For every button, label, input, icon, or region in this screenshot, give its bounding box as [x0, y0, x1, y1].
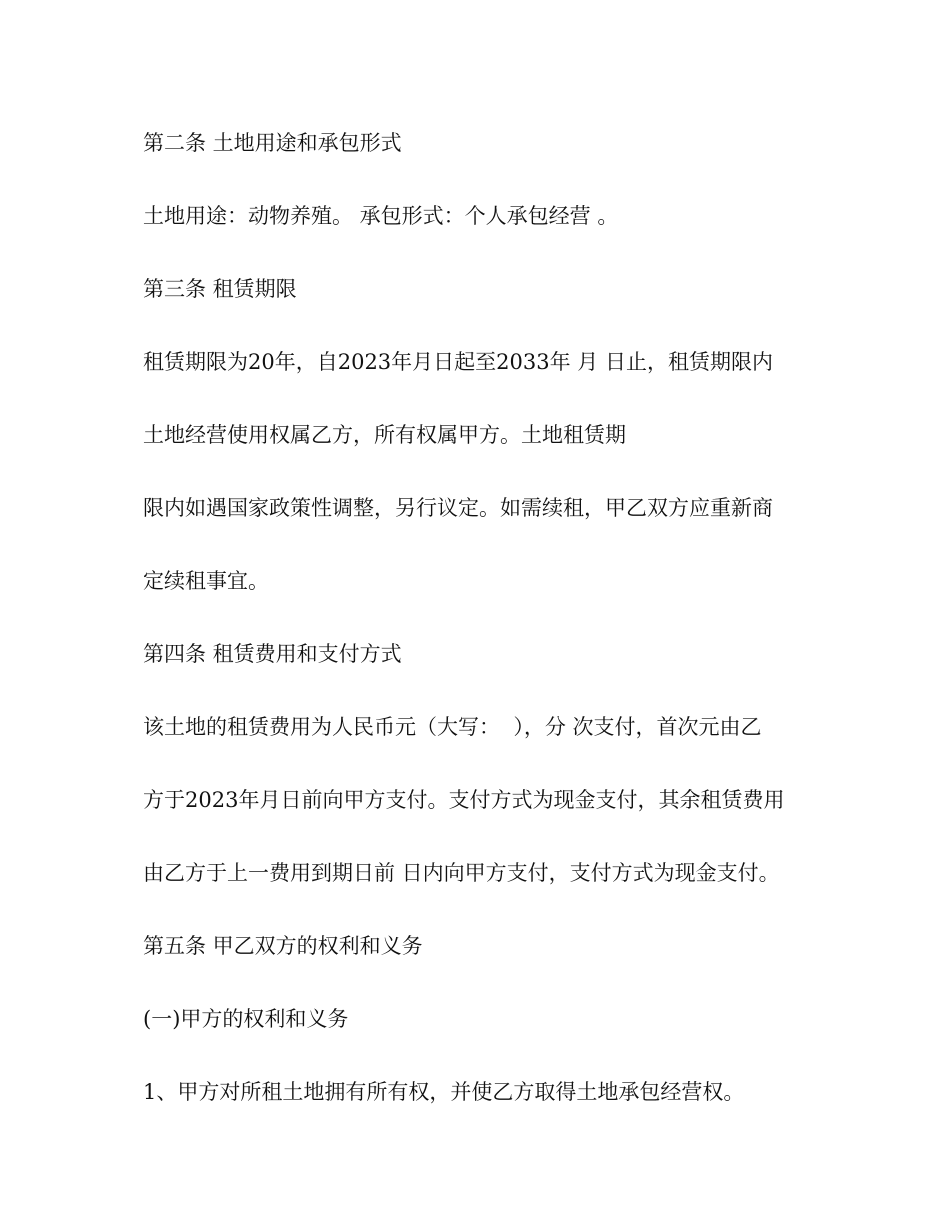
rent-payment-line-2: 方于2023年月日前向甲方支付。支付方式为现金支付，其余租赁费用 — [143, 788, 785, 812]
article-4-heading: 第四条 租赁费用和支付方式 — [143, 642, 402, 666]
lease-term-line-4: 定续租事宜。 — [143, 569, 269, 593]
lease-term-line-3: 限内如遇国家政策性调整，另行议定。如需续租，甲乙双方应重新商 — [143, 496, 773, 520]
article-2-heading: 第二条 土地用途和承包形式 — [143, 131, 402, 155]
article-3-heading: 第三条 租赁期限 — [143, 277, 297, 301]
rent-payment-line-3: 由乙方于上一费用到期日前 日内向甲方支付，支付方式为现金支付。 — [143, 861, 780, 885]
lease-term-line-2: 土地经营使用权属乙方，所有权属甲方。土地租赁期 — [143, 423, 626, 447]
land-use-paragraph: 土地用途：动物养殖。 承包形式：个人承包经营 。 — [143, 204, 619, 228]
lease-term-line-1: 租赁期限为20年，自2023年月日起至2033年 月 日止，租赁期限内 — [143, 350, 773, 374]
rent-payment-line-1: 该土地的租赁费用为人民币元（大写： ），分 次支付，首次元由乙 — [143, 715, 762, 739]
party-a-subheading: (一)甲方的权利和义务 — [143, 1007, 349, 1031]
party-a-clause-1: 1、甲方对所租土地拥有所有权，并使乙方取得土地承包经营权。 — [143, 1080, 745, 1104]
article-5-heading: 第五条 甲乙双方的权利和义务 — [143, 934, 423, 958]
